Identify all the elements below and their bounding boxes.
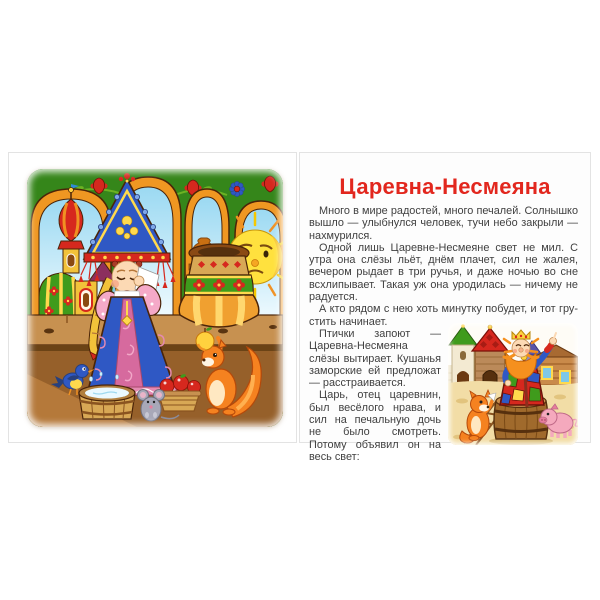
page-spread (8, 152, 591, 463)
story-paragraph: Царь, отец царевнин, был весёлого нрава, и сил на печальную дочь не было смотреть. Потому объявил он на весь свет: (309, 389, 441, 463)
story-text (309, 205, 578, 463)
story-paragraph: Птички запоют — Царевна-Несмеяна слёзы вытирает. Кушанья заморские ей предложат — расстраивается. (309, 327, 441, 390)
page-left (8, 152, 297, 443)
story-paragraph: Одной лишь Царевне-Несмеяне свет не мил. С утра она слёзы льёт, днём плачет, сил не жалея, вечером рыдает в три ручья, и даже ночью во сне всхлипывает. Такая уж она уродилась — ничему не радуется. (309, 241, 578, 304)
story-paragraph: А кто рядом с нею хоть минутку побудет, и тот грустить начинает. (309, 303, 578, 328)
king-illustration (448, 323, 578, 445)
story-paragraph: Много в мире радостей, много печалей. Солнышко вышло — улыбнулся человек, тучи небо закрыли — нахмурился. (309, 205, 578, 242)
page-right (299, 152, 591, 463)
princess-illustration (27, 169, 283, 427)
story-title: Царевна-Несмеяна (339, 174, 551, 199)
decorated-pot (179, 244, 259, 327)
